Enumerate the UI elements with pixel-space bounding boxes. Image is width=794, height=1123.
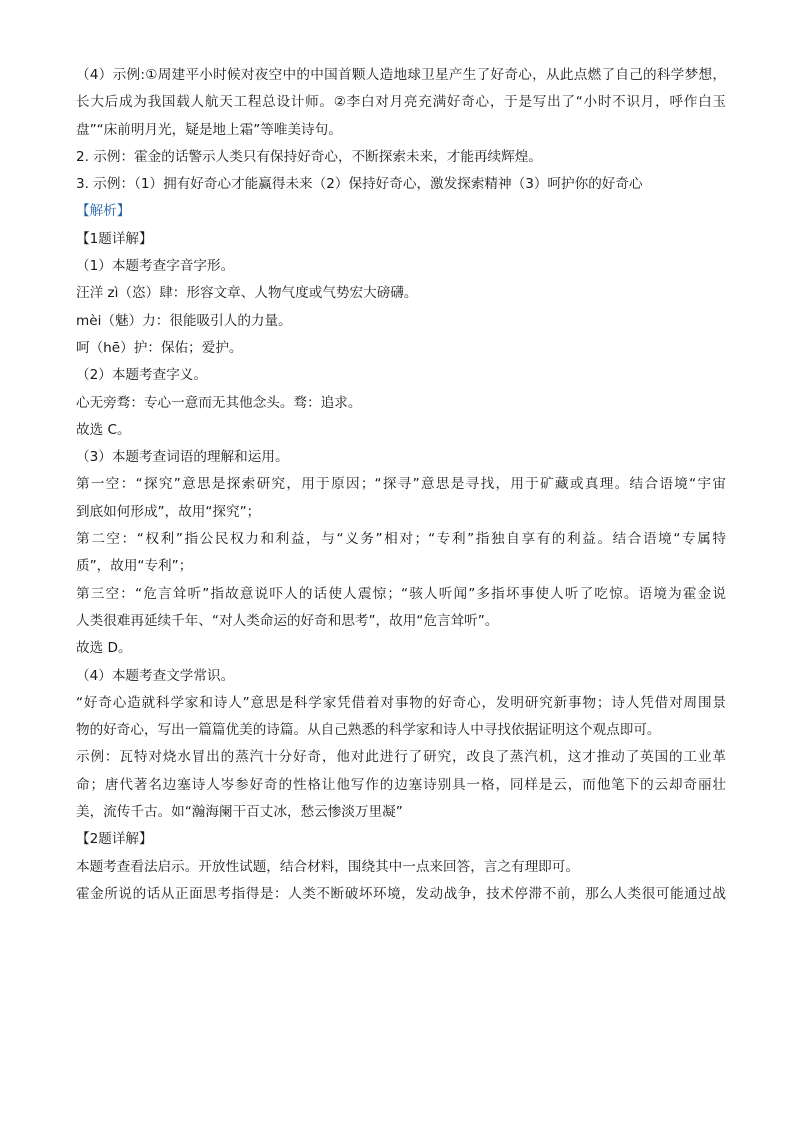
text-line: （4）本题考查文学常识。 bbox=[76, 667, 235, 684]
text-line: mèi（魅）力：很能吸引人的力量。 bbox=[76, 312, 292, 329]
text-line: 【1题详解】 bbox=[76, 230, 153, 247]
document-page bbox=[76, 62, 726, 908]
text-line: 故选 C。 bbox=[76, 421, 131, 438]
text-line: （2）本题考查字义。 bbox=[76, 367, 207, 384]
text-line: 汪洋 zì（恣）肆：形容文章、人物气度或气势宏大磅礴。 bbox=[76, 285, 418, 302]
text-line: 长大后成为我国载人航天工程总设计师。②李白对月亮充满好奇心，于是写出了“小时不识月，呼作白玉 bbox=[76, 94, 726, 111]
text-line: （3）本题考查词语的理解和运用。 bbox=[76, 449, 289, 466]
text-line: 物的好奇心，写出一篇篇优美的诗篇。从自己熟悉的科学家和诗人中寻找依据证明这个观点即可。 bbox=[76, 722, 661, 739]
text-line: 到底如何形成”，故用“探究”； bbox=[76, 503, 261, 520]
text-line: “好奇心造就科学家和诗人”意思是科学家凭借着对事物的好奇心，发明研究新事物；诗人凭借对周围景 bbox=[76, 694, 726, 711]
text-line: 命；唐代著名边塞诗人岑参好奇的性格让他写作的边塞诗别具一格，同样是云，而他笔下的云却奇丽壮 bbox=[76, 776, 726, 793]
text-line: 心无旁骛：专心一意而无其他念头。骛：追求。 bbox=[76, 394, 362, 411]
text-line: 第二空：“权利”指公民权力和利益，与“义务”相对；“专利”指独自享有的利益。结合语境“专属特 bbox=[76, 531, 726, 548]
text-line: 呵（hē）护：保佑；爱护。 bbox=[76, 339, 243, 356]
section-heading: 【解析】 bbox=[76, 203, 131, 220]
text-line: （1）本题考查字音字形。 bbox=[76, 258, 235, 275]
text-line: 盘”“床前明月光，疑是地上霜”等唯美诗句。 bbox=[76, 121, 342, 138]
text-line: 【2题详解】 bbox=[76, 831, 153, 848]
text-line: （4）示例:①周建平小时候对夜空中的中国首颗人造地球卫星产生了好奇心，从此点燃了自己的科学梦想， bbox=[76, 67, 726, 83]
text-line: 故选 D。 bbox=[76, 640, 132, 657]
text-line: 示例：瓦特对烧水冒出的蒸汽十分好奇，他对此进行了研究，改良了蒸汽机，这才推动了英国的工业革 bbox=[76, 749, 726, 766]
text-line: 美，流传千古。如“瀚海阑干百丈冰，愁云惨淡万里凝” bbox=[76, 804, 403, 821]
text-line: 第一空：“探究”意思是探索研究，用于原因；“探寻”意思是寻找，用于矿藏或真理。结合语境“宇宙 bbox=[76, 476, 726, 493]
text-line: 人类很难再延续千年、“对人类命运的好奇和思考”，故用“危言耸听”。 bbox=[76, 612, 499, 629]
text-line: 3. 示例：（1）拥有好奇心才能赢得未来（2）保持好奇心，激发探索精神（3）呵护你的好奇心 bbox=[76, 176, 643, 193]
text-line: 本题考查看法启示。开放性试题，结合材料，围绕其中一点来回答，言之有理即可。 bbox=[76, 858, 579, 875]
text-line: 2. 示例：霍金的话警示人类只有保持好奇心，不断探索未来，才能再续辉煌。 bbox=[76, 148, 542, 165]
text-line: 质”，故用“专利”； bbox=[76, 558, 193, 575]
text-line: 霍金所说的话从正面思考指得是：人类不断破坏环境，发动战争，技术停滞不前，那么人类很可能通过战 bbox=[76, 885, 726, 902]
text-line: 第三空：“危言耸听”指故意说吓人的话使人震惊；“骇人听闻”多指坏事使人听了吃惊。语境为霍金说 bbox=[76, 585, 726, 602]
